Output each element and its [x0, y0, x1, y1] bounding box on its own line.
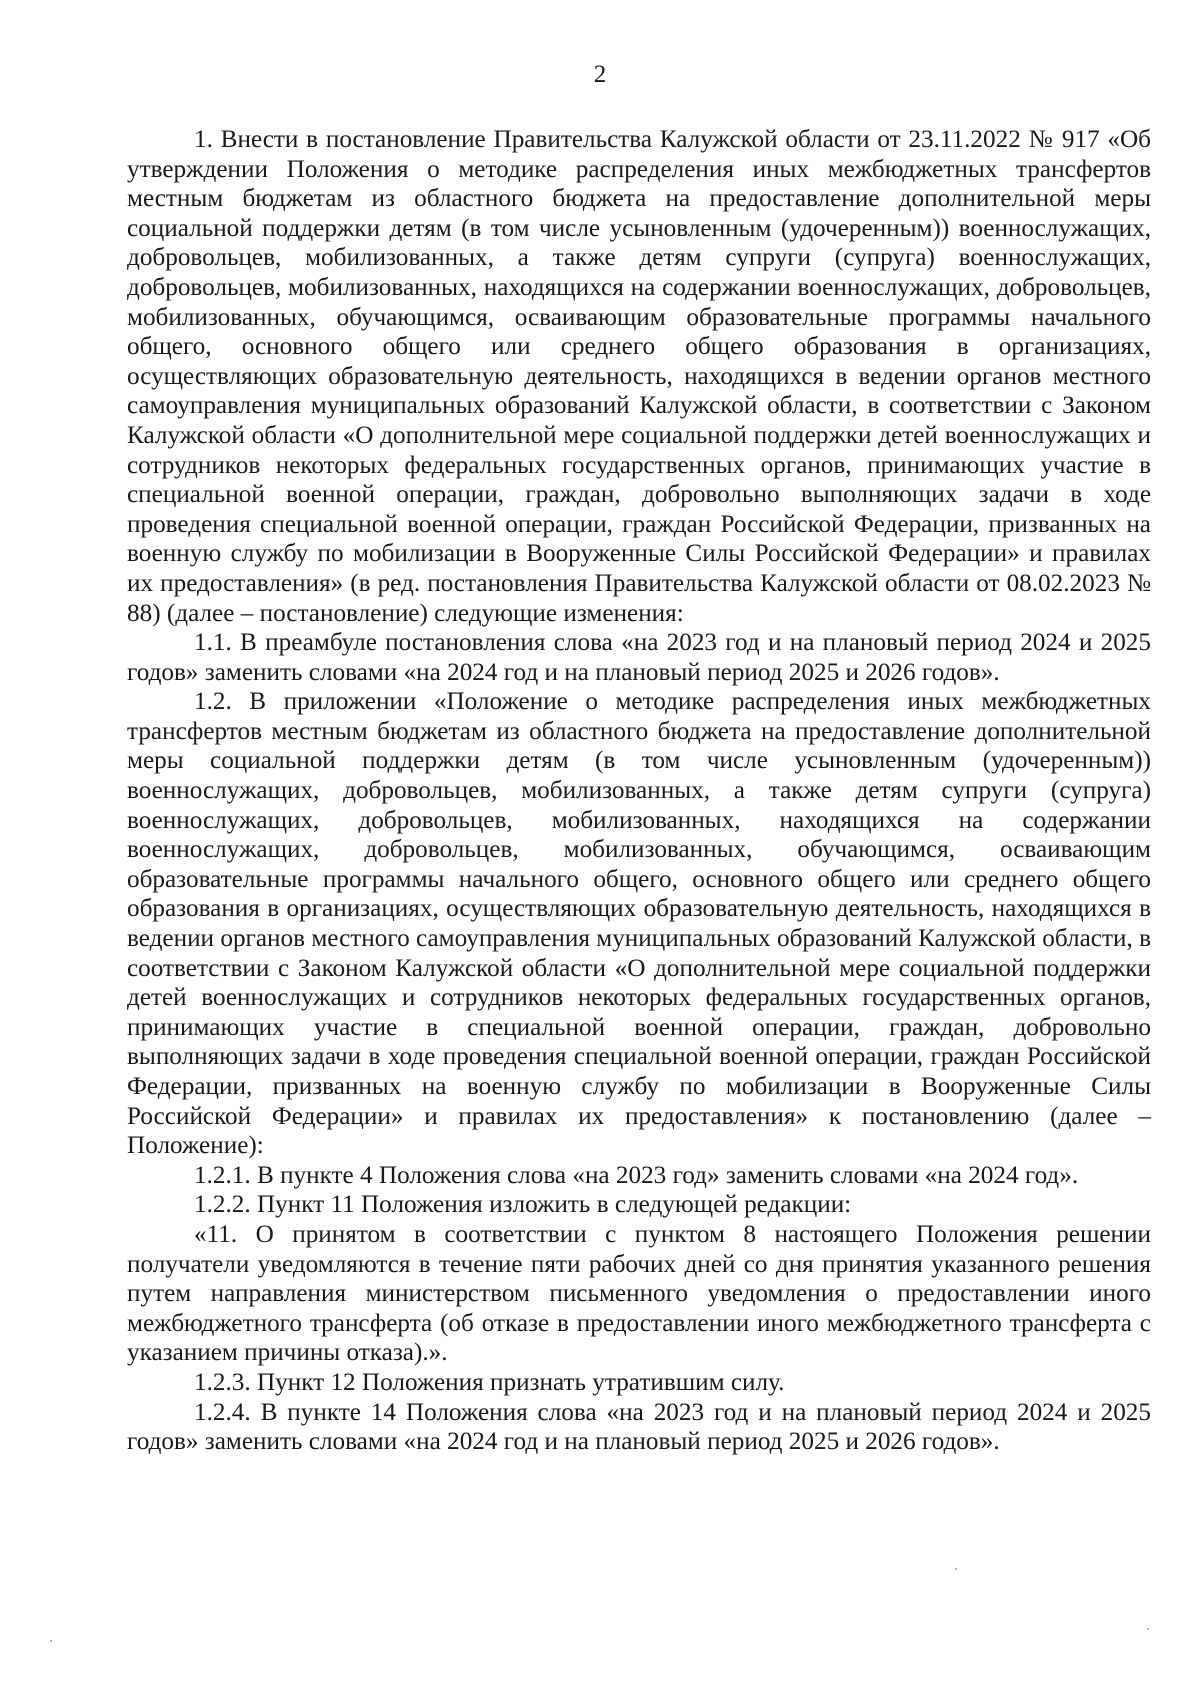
paragraph-item-1-2-3: 1.2.3. Пункт 12 Положения признать утратившим силу.: [194, 1368, 785, 1396]
paragraph-quoted-item-11: «11. О принятом в соответствии с пунктом 8 настоящего Положения решении получатели уведомляются в течение пяти рабочих дней со дня принятия указанного решения путем направления министерством письменного уведомления о предоставлении иного межбюджетного трансферта (об отказе в предоставлении иного межбюджетного трансферта с указанием причины отказа).».: [127, 1220, 1151, 1367]
page-number: 2: [593, 61, 607, 88]
paragraph-item-1-2: 1.2. В приложении «Положение о методике распределения иных межбюджетных трансфертов местным бюджетам из областного бюджета на предоставление дополнительной меры социальной поддержки детям (в том числе усыновленным (удочеренным)) военнослужащих, добровольцев, мобилизованных, а также детям супруги (супруга) военнослужащих, добровольцев, мобилизованных, находящихся на содержании военнослужащих, добровольцев, мобилизованных, обучающимся, осваивающим образовательные программы начального общего, основного общего или среднего общего образования в организациях, осуществляющих образовательную деятельность, находящихся в ведении органов местного самоуправления муниципальных образований Калужской области, в соответствии с Законом Калужской области «О дополнительной мере социальной поддержки детей военнослужащих и сотрудников некоторых федеральных государственных органов, принимающих участие в специальной военной операции, граждан, добровольно выполняющих задачи в ходе проведения специальной военной операции, граждан Российской Федерации, призванных на военную службу по мобилизации в Вооруженные Силы Российской Федерации» и правилах их предоставления» к постановлению (далее – Положение):: [127, 688, 1151, 1160]
paragraph-item-1: 1. Внести в постановление Правительства Калужской области от 23.11.2022 № 917 «Об утверждении Положения о методике распределения иных межбюджетных трансфертов местным бюджетам из областного бюджета на предоставление дополнительной меры социальной поддержки детям (в том числе усыновленным (удочеренным)) военнослужащих, добровольцев, мобилизованных, а также детям супруги (супруга) военнослужащих, добровольцев, мобилизованных, находящихся на содержании военнослужащих, добровольцев, мобилизованных, обучающимся, осваивающим образовательные программы начального общего, основного общего или среднего общего образования в организациях, осуществляющих образовательную деятельность, находящихся в ведении органов местного самоуправления муниципальных образований Калужской области, в соответствии с Законом Калужской области «О дополнительной мере социальной поддержки детей военнослужащих и сотрудников некоторых федеральных государственных органов, принимающих участие в специальной военной операции, граждан, добровольно выполняющих задачи в ходе проведения специальной военной операции, граждан Российской Федерации, призванных на военную службу по мобилизации в Вооруженные Силы Российской Федерации» и правилах их предоставления» (в ред. постановления Правительства Калужской области от 08.02.2023 № 88) (далее – постановление) следующие изменения:: [127, 126, 1151, 627]
paragraph-item-1-2-1: 1.2.1. В пункте 4 Положения слова «на 2023 год» заменить словами «на 2024 год».: [194, 1161, 1079, 1189]
scan-speck: [955, 1568, 957, 1570]
paragraph-item-1-2-2: 1.2.2. Пункт 11 Положения изложить в следующей редакции:: [194, 1191, 852, 1219]
document-body: [127, 125, 1151, 1457]
paragraph-item-1-2-4: 1.2.4. В пункте 14 Положения слова «на 2023 год и на плановый период 2024 и 2025 годов» заменить словами «на 2024 год и на плановый период 2025 и 2026 годов».: [127, 1398, 1151, 1456]
scan-speck: [1147, 1628, 1149, 1630]
scan-speck: [50, 1640, 52, 1642]
paragraph-item-1-1: 1.1. В преамбуле постановления слова «на 2023 год и на плановый период 2024 и 2025 годов» заменить словами «на 2024 год и на плановый период 2025 и 2026 годов».: [127, 629, 1151, 686]
